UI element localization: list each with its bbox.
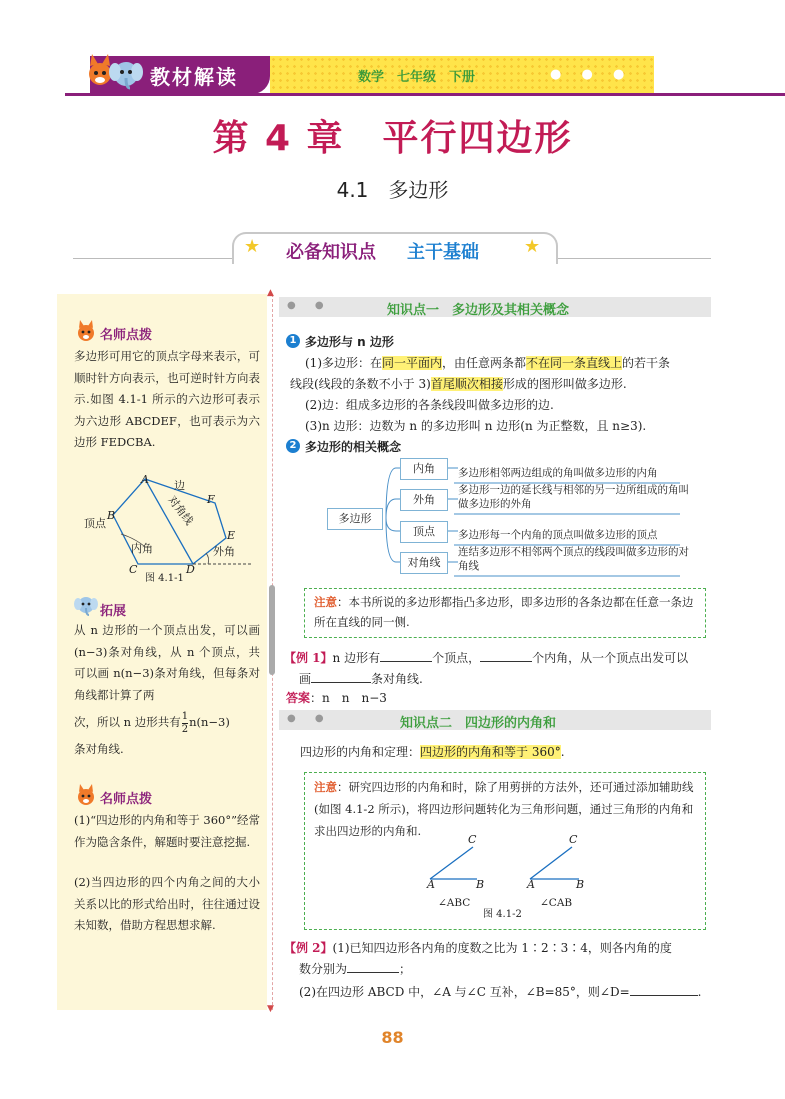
fraction-denominator: 2 [181, 723, 189, 735]
fig1-label-E: E [227, 529, 236, 542]
bar-dots: ● ● [287, 713, 332, 724]
scroll-down-icon[interactable]: ▼ [267, 1004, 274, 1014]
paragraph: (3)n 边形：边数为 n 的多边形叫 n 边形(n 为正整数，且 n≥3). [305, 419, 647, 433]
mascot-icon [82, 52, 144, 92]
page-number: 88 [381, 1028, 404, 1047]
fig1-label-diagonal: 对角线 [165, 493, 196, 528]
fig1-caption: 图 4.1-1 [145, 573, 184, 584]
band-tab [232, 232, 558, 264]
tip-text: 次，所以 n 边形共有 $\frac{1}{2}$ n(n−3) [74, 710, 230, 735]
tip-heading: 名师点拨 [100, 328, 153, 343]
example-2-part2: (2)在四边形 ABCD 中，∠A 与∠C 互补，∠B=85°，则∠D= . [299, 985, 702, 999]
bar-dots: ● ● [287, 300, 332, 311]
fig1-label-vertex: 顶点 [84, 517, 106, 530]
theorem: 四边形的内角和定理：四边形的内角和等于 360°. [300, 745, 565, 759]
map-desc: 连结多边形不相邻两个顶点的线段叫做多边形的对角线 [458, 546, 689, 572]
paragraph: (2)边：组成多边形的各条线段叫做多边形的边. [305, 398, 554, 412]
band-label-left: 必备知识点 [286, 242, 376, 263]
scrollbar-thumb[interactable] [269, 585, 275, 675]
chapter-title: 第 4 章 平行四边形 [212, 118, 573, 159]
tip-text: (1)“四边形的内角和等于 360°”经常作为隐含条件，解题时要注意挖掘. [74, 813, 260, 849]
fig2-label-C: C [569, 833, 578, 846]
map-node-interior: 内角 [400, 458, 448, 480]
header-underline [65, 93, 785, 96]
fig1-label-edge: 边 [174, 479, 185, 492]
fig2-caption: 图 4.1-2 [483, 909, 522, 920]
fraction-numerator: 1 [181, 710, 189, 722]
answer-1: 答案：n n n−3 [286, 691, 387, 705]
example-1: 【例 1】n 边形有 个顶点， 个内角，从一个顶点出发可以 [284, 651, 689, 665]
map-root: 多边形 [327, 508, 383, 530]
fig2-label-A: A [527, 878, 535, 891]
tip-text: 从 n 边形的一个顶点出发，可以画(n−3)条对角线，从 n 个顶点，共可以画 n(n−3)条对角线，但每条对角线都计算了两 [74, 623, 260, 702]
subheading: 多边形与 n 边形 [305, 335, 394, 349]
elephant-icon [74, 594, 98, 616]
tip-text: 多边形可用它的顶点字母来表示，可顺时针方向表示，也可逆时针方向表示.如图 4.1-1 所示的六边形可表示为六边形 ABCDEF，也可表示为六边形 FEDCBA. [74, 349, 260, 449]
number-badge: 1 [286, 334, 300, 348]
figure-4-1-2 [420, 842, 600, 892]
map-node-exterior: 外角 [400, 489, 448, 511]
fig1-label-exterior: 外角 [213, 545, 235, 558]
map-desc: 多边形每一个内角的顶点叫做多边形的顶点 [458, 529, 658, 541]
scroll-up-icon[interactable]: ▲ [267, 288, 274, 298]
fig2-label-A: A [427, 878, 435, 891]
fig2-label-B: B [476, 878, 485, 891]
map-desc: 多边形相邻两边组成的角叫做多边形的内角 [458, 467, 658, 479]
header-brand: 教材解读 [150, 65, 238, 89]
fig1-label-C: C [129, 563, 138, 576]
tip-text: 条对角线. [74, 742, 124, 756]
header-dots: ● ● ● [550, 67, 633, 82]
example-1-cont: 画 条对角线. [299, 672, 423, 686]
fig2-label-C: C [468, 833, 477, 846]
tip-heading: 名师点拨 [100, 792, 153, 807]
subheading: 多边形的相关概念 [305, 440, 402, 454]
map-node-diagonal: 对角线 [400, 552, 448, 574]
fig1-label-F: F [207, 493, 215, 506]
tip-heading: 拓展 [100, 604, 127, 619]
fox-teacher-icon [74, 784, 98, 806]
number-badge: 2 [286, 439, 300, 453]
fig1-label-B: B [107, 509, 116, 522]
knowledge-title-1: 知识点一 多边形及其相关概念 [387, 303, 570, 318]
tip-text: (2)当四边形的四个内角之间的大小关系以比的形式给出时，往往通过设未知数，借助方程思想求解. [74, 875, 260, 932]
example-2-cont: 数分别为 ； [299, 962, 412, 976]
star-icon: ★ [244, 236, 261, 257]
star-icon: ★ [524, 236, 541, 257]
example-2: 【例 2】(1)已知四边形各内角的度数之比为 1∶2∶3∶4，则各内角的度 [284, 941, 672, 955]
knowledge-title-2: 知识点二 四边形的内角和 [400, 716, 557, 731]
band-label-right: 主干基础 [407, 242, 479, 263]
fig2-caption-1: ∠ABC [438, 897, 471, 909]
map-node-vertex: 顶点 [400, 521, 448, 543]
map-desc: 多边形一边的延长线与相邻的另一边所组成的角叫做多边形的外角 [458, 484, 689, 510]
fig2-caption-2: ∠CAB [540, 897, 573, 909]
fig1-label-interior: 内角 [131, 542, 153, 555]
header-subject: 数学 七年级 下册 [358, 70, 476, 85]
fig1-label-D: D [186, 563, 195, 576]
fig1-label-A: A [141, 473, 149, 486]
fig2-label-B: B [576, 878, 585, 891]
note-text: 注意：本书所说的多边形都指凸多边形，即多边形的各条边都在任意一条边所在直线的同一侧. [314, 595, 694, 629]
paragraph: (1)多边形：在同一平面内，由任意两条都不在同一条直线上的若干条 [305, 356, 671, 370]
paragraph: 线段(线段的条数不小于 3)首尾顺次相接形成的图形叫做多边形. [290, 377, 627, 391]
note-text: 注意：研究四边形的内角和时，除了用剪拼的方法外，还可通过添加辅助线(如图 4.1-2 所示)，将四边形问题转化为三角形问题，通过三角形的内角和求出四边形的内角和. [314, 780, 694, 838]
section-title: 4.1 多边形 [336, 178, 449, 202]
fox-teacher-icon [74, 320, 98, 342]
